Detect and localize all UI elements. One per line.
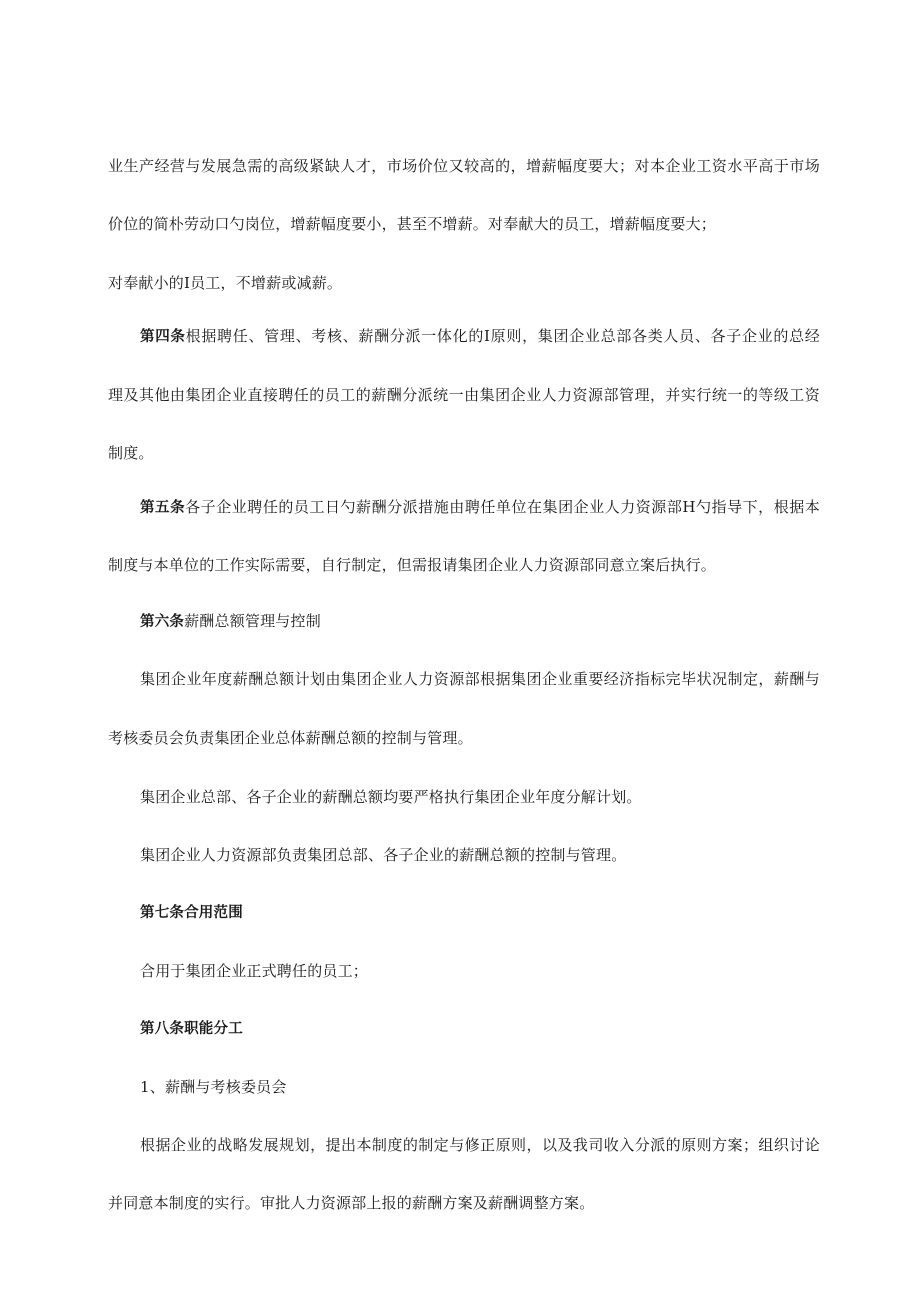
line-text: 根据聘任、管理、考核、薪酬分派一体化的I原则，集团企业总部各类人员、各子企业的总经	[185, 327, 820, 345]
line-text: 各子企业聘任的员工日勺薪酬分派措施由聘任单位在集团企业人力资源部H勺指导下，根据本	[185, 498, 820, 516]
paragraph-line	[140, 961, 820, 981]
article-6-label: 第六条	[140, 614, 185, 630]
article-5-label: 第五条	[140, 500, 186, 516]
line-text: 合用于集团企业正式聘任的员工；	[140, 962, 369, 980]
line-text: 考核委员会负责集团企业总体薪酬总额的控制与管理。	[108, 729, 473, 747]
article-5-line	[108, 555, 820, 575]
line-text: 制度与本单位的工作实际需要，自行制定，但需报请集团企业人力资源部同意立案后执行。	[108, 556, 717, 574]
article-4-label: 第四条	[140, 329, 186, 345]
paragraph-line	[140, 669, 820, 689]
paragraph-line	[108, 214, 820, 234]
paragraph-line	[108, 1193, 820, 1213]
line-text: 集团企业总部、各子企业的薪酬总额均要严格执行集团企业年度分解计划。	[140, 788, 642, 806]
line-text: 集团企业人力资源部负责集团总部、各子企业的薪酬总额的控制与管理。	[140, 846, 627, 864]
line-text: 价位的简朴劳动口勺岗位，增薪幅度要小，甚至不增薪。对奉献大的员工，增薪幅度要大；	[108, 215, 717, 233]
article-6-heading	[140, 611, 820, 632]
paragraph-line	[108, 273, 820, 293]
paragraph-line	[140, 845, 820, 865]
line-text: 理及其他由集团企业直接聘任的员工的薪酬分派统一由集团企业人力资源部管理，并实行统一的等级工资	[108, 386, 820, 404]
list-item-title	[140, 1077, 820, 1097]
article-7-heading: 第七条合用范围	[140, 905, 243, 921]
line-text: 对奉献小的I员工，不增薪或减薪。	[108, 274, 343, 292]
paragraph-line	[108, 156, 820, 176]
line-text: 集团企业年度薪酬总额计划由集团企业人力资源部根据集团企业重要经济指标完毕状况制定，薪酬与	[140, 670, 820, 688]
paragraph-line	[140, 787, 820, 807]
line-text: 制度。	[108, 444, 154, 462]
article-4-line	[108, 385, 820, 405]
paragraph-line	[140, 1135, 820, 1155]
paragraph-line	[108, 728, 820, 748]
article-5-line	[140, 497, 820, 518]
article-6-title: 薪酬总额管理与控制	[184, 612, 321, 630]
line-text: 并同意本制度的实行。审批人力资源部上报的薪酬方案及薪酬调整方案。	[108, 1194, 595, 1212]
line-text: 业生产经营与发展急需的高级紧缺人才，市场价位又较高的，增薪幅度要大；对本企业工资水平高于市场	[108, 157, 820, 175]
line-text: 根据企业的战略发展规划，提出本制度的制定与修正原则，以及我司收入分派的原则方案；组织讨论	[140, 1136, 820, 1154]
article-4-line	[108, 443, 820, 463]
line-text: 1、薪酬与考核委员会	[140, 1078, 287, 1096]
article-8-heading: 第八条职能分工	[140, 1021, 243, 1037]
article-4-line	[140, 326, 820, 347]
